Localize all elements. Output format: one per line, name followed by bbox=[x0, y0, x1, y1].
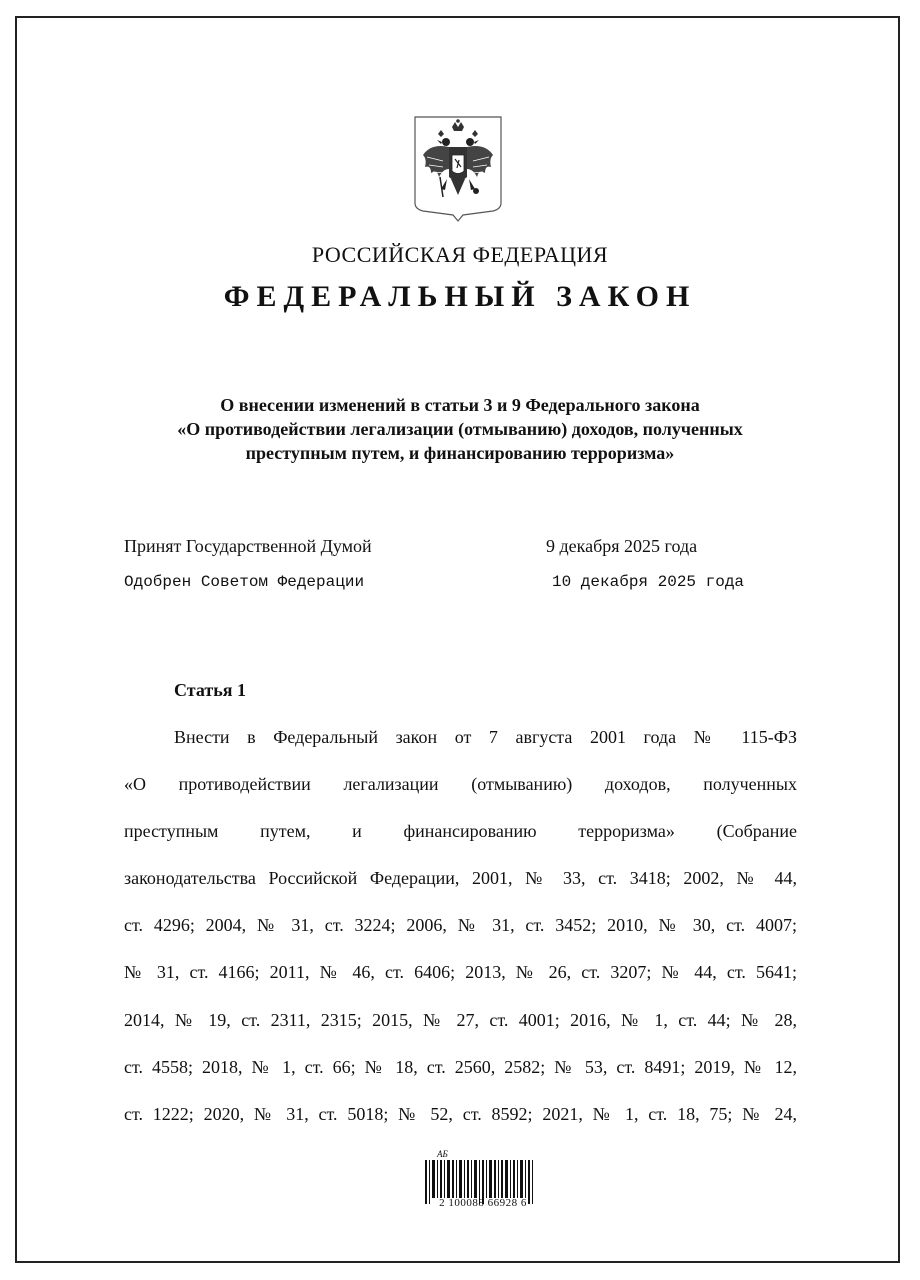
law-title bbox=[0, 393, 920, 465]
article-line: 2014, № 19, ст. 2311, 2315; 2015, № 27, ст. 4001; 2016, № 1, ст. 44; № 28, bbox=[124, 1010, 797, 1030]
article-line: ст. 4558; 2018, № 1, ст. 66; № 18, ст. 2560, 2582; № 53, ст. 8491; 2019, № 12, bbox=[124, 1057, 797, 1077]
article-line: «О противодействии легализации (отмыванию) доходов, полученных bbox=[124, 774, 797, 794]
document-type: ФЕДЕРАЛЬНЫЙ ЗАКОН bbox=[223, 280, 697, 313]
article-line: ст. 1222; 2020, № 31, ст. 5018; № 52, ст. 8592; 2021, № 1, ст. 18, 75; № 24, bbox=[124, 1104, 797, 1124]
article-line: законодательства Российской Федерации, 2001, № 33, ст. 3418; 2002, № 44, bbox=[124, 868, 797, 888]
law-title-line: О внесении изменений в статьи 3 и 9 Федерального закона bbox=[220, 395, 700, 415]
article-line: Внести в Федеральный закон от 7 августа 2001 года № 115-ФЗ bbox=[174, 727, 797, 747]
country-name: РОССИЙСКАЯ ФЕДЕРАЦИЯ bbox=[311, 242, 609, 267]
duma-adoption-label: Принят Государственной Думой bbox=[124, 536, 372, 556]
article-line: ст. 4296; 2004, № 31, ст. 3224; 2006, № 31, ст. 3452; 2010, № 30, ст. 4007; bbox=[124, 915, 797, 935]
council-approval-date: 10 декабря 2025 года bbox=[552, 573, 745, 591]
law-title-line: преступным путем, и финансированию терроризма» bbox=[245, 443, 675, 463]
duma-adoption-date: 9 декабря 2025 года bbox=[546, 536, 698, 556]
article-line: № 31, ст. 4166; 2011, № 46, ст. 6406; 2013, № 26, ст. 3207; № 44, ст. 5641; bbox=[124, 962, 797, 982]
article-heading: Статья 1 bbox=[174, 680, 246, 700]
article-line: преступным путем, и финансированию терроризма» (Собрание bbox=[124, 821, 797, 841]
state-emblem-icon bbox=[413, 115, 503, 222]
barcode-number: 2 100088 66928 6 bbox=[439, 1197, 527, 1209]
council-approval-label: Одобрен Советом Федерации bbox=[124, 573, 365, 591]
law-title-line: «О противодействии легализации (отмыванию) доходов, полученных bbox=[177, 419, 743, 439]
barcode-mark: АБ bbox=[437, 1149, 448, 1159]
